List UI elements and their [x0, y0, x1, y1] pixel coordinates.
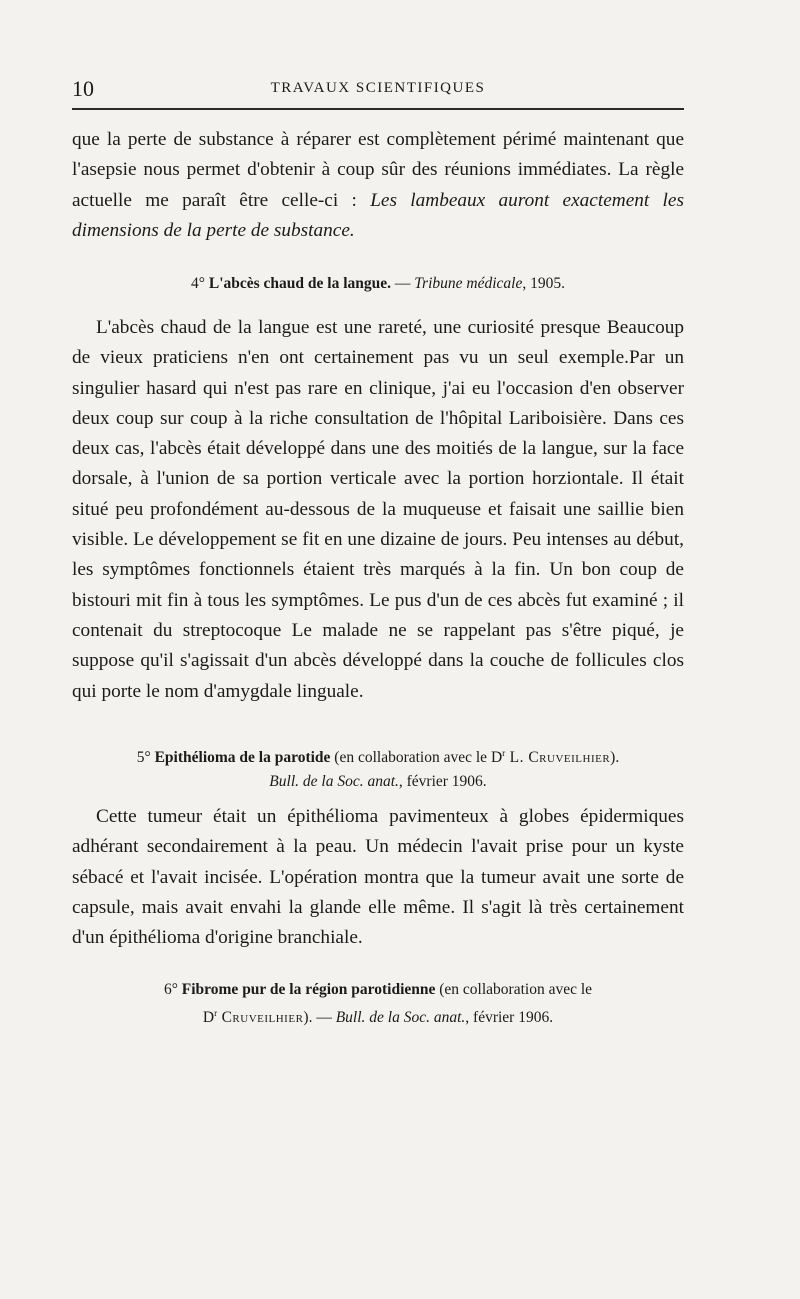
section-5-collab-name: L. Cruveilhier	[505, 749, 611, 767]
section-6-source: Bull. de la Soc. anat.	[335, 1009, 466, 1027]
section-4-year: , 1905.	[522, 275, 565, 292]
section-5-dr-sup: r	[502, 749, 506, 759]
section-4-body: L'abcès chaud de la langue est une rareté, une curiosité presque Beaucoup de vieux praticiens n'en ont certainement pas vu un seul exemple.Par un singulier hasard qui n'est pas rare en clinique, j'ai eu l'occasion d'en observer deux coup sur coup à la riche consultation de l'hôpital Lariboisière. Dans ces deux cas, l'abcès était développé dans une des moitiés de la langue, sur la face dorsale, à l'union de sa portion verticale avec la portion horziontale. Il était situé peu profondément au-dessous de la muqueuse et faisait une saillie bien visible. Le développement se fit en une dizaine de jours. Peu intenses au début, les symptômes fonctionnels étaient très marqués à la fin. Un bon coup de bistouri mit fin à tous les symptômes. Le pus d'un de ces abcès fut examiné ; il contenait du streptocoque Le malade ne se rappelant pas s'être piqué, je suppose qu'il s'agissait d'un abcès développé dans la couche de follicules clos qui porte le nom d'amygdale linguale.	[72, 317, 684, 702]
section-5-body: Cette tumeur était un épithélioma pavimenteux à globes épidermiques adhérant secondairement à la peau. Un médecin l'avait prise pour un kyste sébacé et l'avait incisée. L'opération montra que la tumeur avait une sorte de capsule, mais avait envahi la glande elle même. Il s'agit là très certainement d'un épithélioma d'origine branchiale.	[72, 806, 684, 949]
running-title: TRAVAUX SCIENTIFIQUES	[270, 80, 486, 96]
section-4-heading	[72, 272, 684, 296]
section-4-source: Tribune médicale	[414, 275, 523, 292]
continuation-paragraph	[72, 125, 684, 246]
section-6-collab-prefix: (en collaboration avec le	[435, 981, 593, 998]
section-6-heading	[72, 978, 684, 1030]
header-rule	[72, 108, 684, 110]
section-6-date: , février 1906.	[465, 1009, 554, 1027]
section-6-number: 6°	[163, 981, 178, 998]
section-5-title: Epithélioma de la parotide	[154, 749, 331, 767]
section-5-collab-suffix: ).	[610, 749, 620, 767]
section-5-heading	[72, 742, 684, 794]
page-header	[72, 72, 684, 102]
section-5-collab-prefix: (en collaboration avec le D	[330, 749, 503, 767]
section-4-title: L'abcès chaud de la langue.	[208, 275, 392, 292]
continuation-text: que la perte de substance à réparer est complètement périmé maintenant que l'asepsie nous permet d'obtenir à coup sûr des réunions immédiates. La règle actuelle me paraît être celle-ci :	[72, 129, 684, 211]
section-6-collab-name: Cruveilhier	[217, 1009, 304, 1027]
section-5-source: Bull. de la Soc. anat.	[269, 773, 399, 791]
section-5-date: , février 1906.	[398, 773, 487, 791]
section-6-title: Fibrome pur de la région parotidienne	[181, 981, 436, 998]
section-6-collab-suffix: ). —	[303, 1009, 336, 1027]
section-6-dr: D	[202, 1009, 215, 1027]
section-4-dash: —	[391, 275, 415, 292]
section-5-number: 5°	[136, 749, 151, 767]
page-number: 10	[72, 76, 94, 101]
section-4-number: 4°	[191, 275, 205, 292]
continuation-italic: Les lambeaux auront exactement les dimensions de la perte de substance.	[72, 189, 684, 241]
section-6-dr-sup: r	[214, 1009, 218, 1019]
